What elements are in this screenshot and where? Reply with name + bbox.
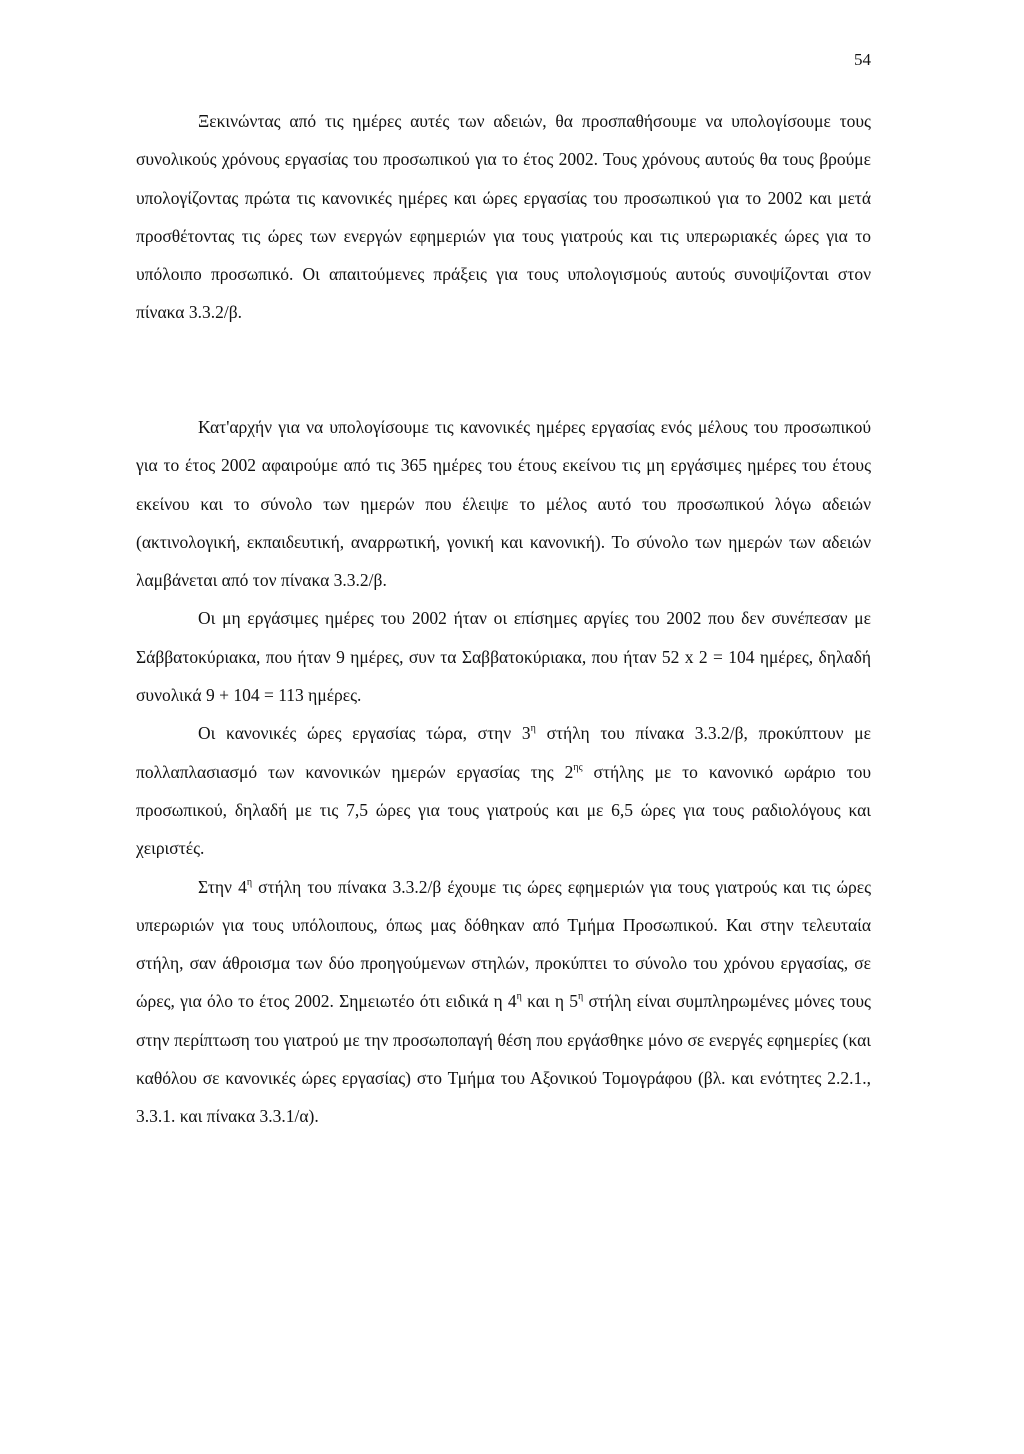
paragraph-5-text-2: στήλη του πίνακα 3.3.2/β έχουμε τις ώρες εφημεριών για τους γιατρούς και τις ώρες υπερωριών για τους υπόλοιπους, όπως μας δόθηκαν από Τμήμα Προσωπικού. Και στην τελευταία στήλη, σαν άθροισμα των δύο προηγούμενων στηλών, προκύπτει το σύνολο του χρόνου εργασίας, σε ώρες, για όλο το έτος 2002. Σημειωτέο ότι ειδικά η 4	[136, 876, 871, 1012]
paragraph-5-text-3: και η 5	[521, 991, 578, 1012]
paragraph-2: Κατ'αρχήν για να υπολογίσουμε τις κανονικές ημέρες εργασίας ενός μέλους του προσωπικού για το έτος 2002 αφαιρούμε από τις 365 ημέρες του έτους εκείνου τις μη εργάσιμες ημέρες του έτους εκείνου και το σύνολο των ημερών που έλειψε το μέλος αυτό του προσωπικού λόγω αδειών (ακτινολογική, εκπαιδευτική, αναρρωτική, γονική και κανονική). Το σύνολο των ημερών των αδειών λαμβάνεται από τον πίνακα 3.3.2/β.	[136, 417, 871, 591]
paragraph-4	[136, 714, 871, 867]
paragraph-5-text-4: στήλη είναι συμπληρωμένες μόνες τους στην περίπτωση του γιατρού με την προσωποπαγή θέση που εργάσθηκε μόνο σε ενεργές εφημερίες (και καθόλου σε κανονικές ώρες εργασίας) στο Τμήμα του Αξονικού Τομογράφου (βλ. και ενότητες 2.2.1., 3.3.1. και πίνακα 3.3.1/α).	[136, 991, 871, 1127]
paragraph-4-text-3: στήλης με το κανονικό ωράριο του προσωπικού, δηλαδή με τις 7,5 ώρες για τους γιατρούς και με 6,5 ώρες για τους ραδιολόγους και χειριστές.	[136, 761, 872, 859]
ordinal-superscript: η	[246, 876, 253, 888]
ordinal-superscript: ης	[573, 761, 583, 773]
ordinal-superscript: η	[516, 991, 522, 1003]
paragraph-5	[136, 868, 871, 1136]
text-section-1	[136, 102, 871, 332]
paragraph-4-text-2: στήλη του πίνακα 3.3.2/β, προκύπτουν με πολλαπλασιασμό των κανονικών ημερών εργασίας της 2	[136, 723, 871, 782]
text-section-2	[136, 408, 871, 1136]
paragraph-4-text-1: Οι κανονικές ώρες εργασίας τώρα, στην 3	[198, 723, 531, 744]
paragraph-3: Οι μη εργάσιμες ημέρες του 2002 ήταν οι επίσημες αργίες του 2002 που δεν συνέπεσαν με Σάββατοκύριακα, που ήταν 9 ημέρες, συν τα Σαββατοκύριακα, που ήταν 52 x 2 = 104 ημέρες, δηλαδή συνολικά 9 + 104 = 113 ημέρες.	[136, 608, 871, 706]
ordinal-superscript: η	[578, 991, 584, 1003]
paragraph-1: Ξεκινώντας από τις ημέρες αυτές των αδειών, θα προσπαθήσουμε να υπολογίσουμε τους συνολικούς χρόνους εργασίας του προσωπικού για το έτος 2002. Τους χρόνους αυτούς θα τους βρούμε υπολογίζοντας πρώτα τις κανονικές ημέρες και ώρες εργασίας του προσωπικού για το 2002 και μετά προσθέτοντας τις ώρες των ενεργών εφημεριών για τους γιατρούς και τις υπερωριακές ώρες για το υπόλοιπο προσωπικό. Οι απαιτούμενες πράξεις για τους υπολογισμούς αυτούς συνοψίζονται στον πίνακα 3.3.2/β.	[136, 111, 871, 323]
ordinal-superscript: η	[530, 723, 536, 735]
paragraph-5-text-1: Στην 4	[198, 876, 247, 897]
page-number: 54	[854, 50, 871, 69]
